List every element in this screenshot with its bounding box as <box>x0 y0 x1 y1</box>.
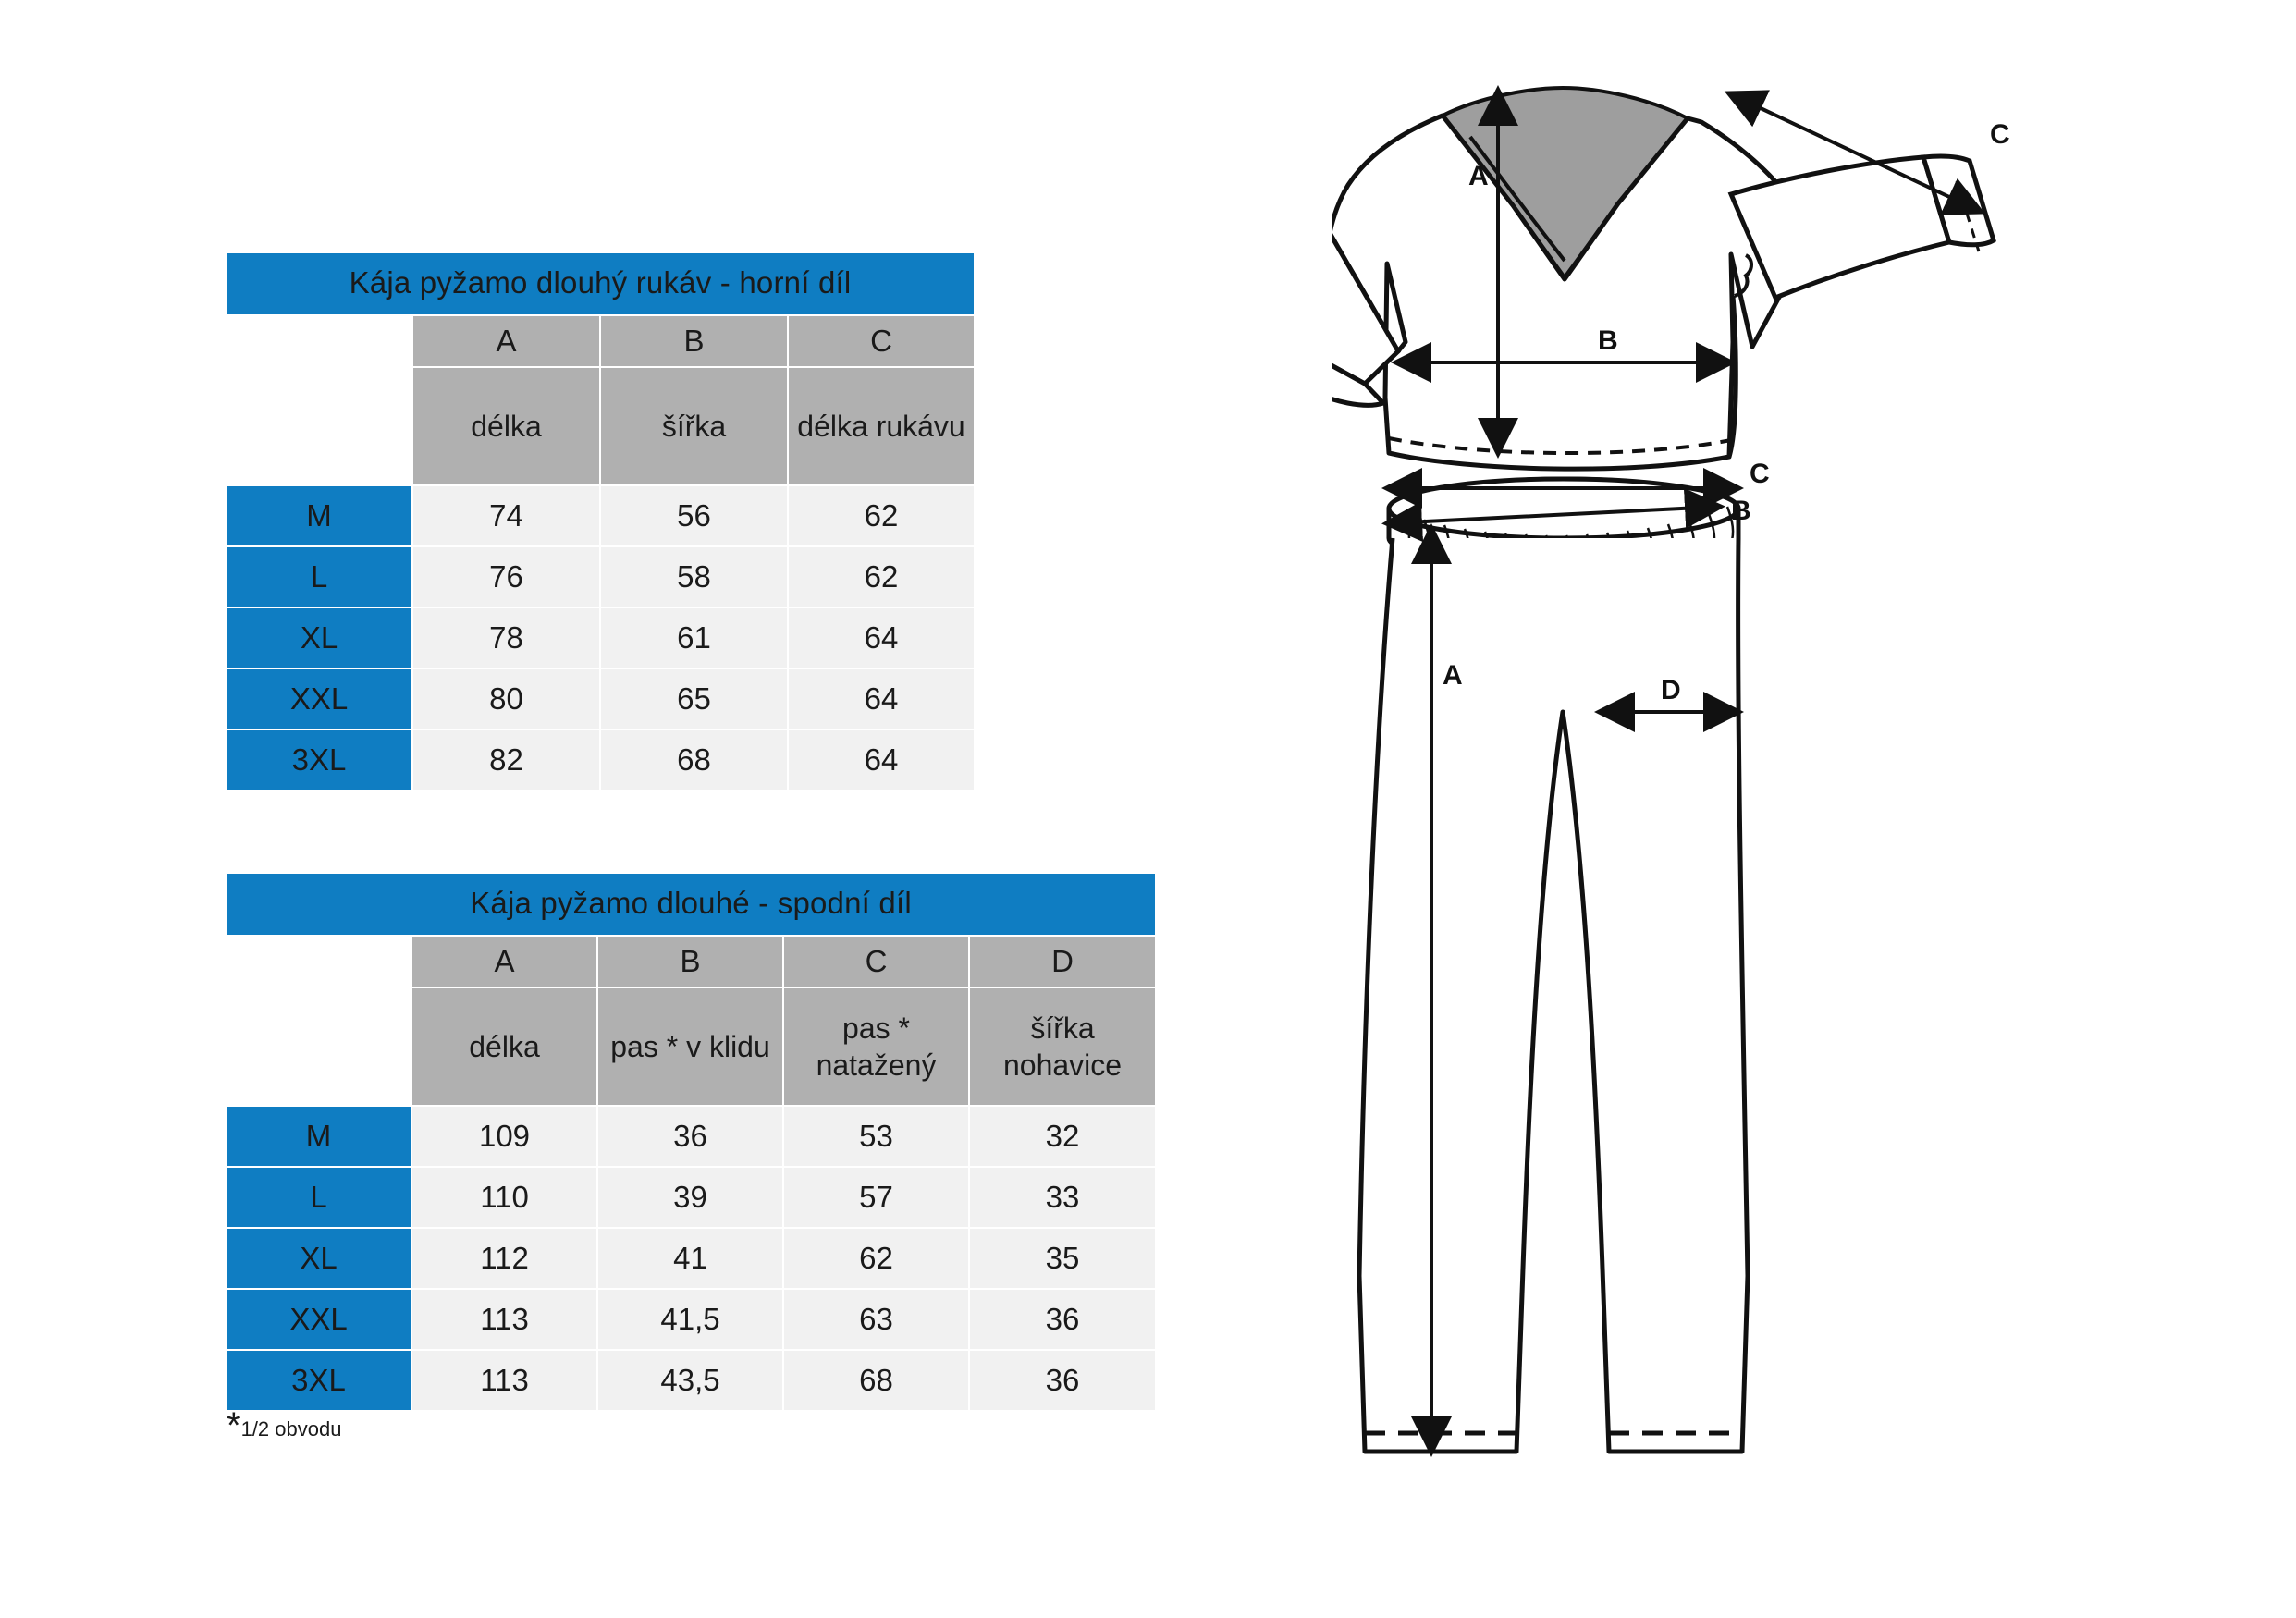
row-size-label: XXL <box>226 1289 411 1350</box>
table-row <box>226 485 975 546</box>
cell-value-d: 33 <box>969 1167 1156 1228</box>
cell-value-a: 76 <box>412 546 600 607</box>
label-top-c: C <box>1990 119 2010 150</box>
footnote-star: * <box>227 1405 241 1446</box>
table-title-row <box>226 252 975 315</box>
table-header-letters <box>226 315 975 367</box>
header-desc-a: délka <box>411 987 597 1106</box>
row-size-label: L <box>226 1167 411 1228</box>
row-size-label: XL <box>226 1228 411 1289</box>
cell-value-d: 36 <box>969 1289 1156 1350</box>
cell-value-a: 82 <box>412 729 600 791</box>
label-bottom-d: D <box>1661 675 1681 705</box>
cell-value-b: 36 <box>597 1106 783 1167</box>
table-row <box>226 1350 1156 1411</box>
label-top-a: A <box>1468 161 1489 191</box>
table-row <box>226 1228 1156 1289</box>
cell-value-b: 61 <box>600 607 788 668</box>
label-bottom-b: B <box>1731 496 1751 526</box>
cell-value-d: 35 <box>969 1228 1156 1289</box>
cell-value-b: 65 <box>600 668 788 729</box>
cell-value-a: 109 <box>411 1106 597 1167</box>
table-header-letters <box>226 936 1156 987</box>
corner-cell-empty <box>226 936 411 987</box>
cell-value-c: 63 <box>783 1289 969 1350</box>
table-row <box>226 1167 1156 1228</box>
row-size-label: 3XL <box>226 729 412 791</box>
table-header-descriptions <box>226 987 1156 1106</box>
table-header-descriptions <box>226 367 975 485</box>
header-letter-b: B <box>600 315 788 367</box>
cell-value-b: 43,5 <box>597 1350 783 1411</box>
header-desc-b: šířka <box>600 367 788 485</box>
cell-value-c: 64 <box>788 607 975 668</box>
header-desc-d: šířka nohavice <box>969 987 1156 1106</box>
table-title-row <box>226 873 1156 936</box>
row-size-label: M <box>226 485 412 546</box>
corner-cell-empty-2 <box>226 367 412 485</box>
header-letter-b: B <box>597 936 783 987</box>
table-row <box>226 1106 1156 1167</box>
header-desc-c: délka rukávu <box>788 367 975 485</box>
cell-value-b: 39 <box>597 1167 783 1228</box>
cell-value-c: 53 <box>783 1106 969 1167</box>
label-bottom-a: A <box>1443 660 1463 691</box>
cell-value-a: 110 <box>411 1167 597 1228</box>
cell-value-b: 56 <box>600 485 788 546</box>
cell-value-c: 62 <box>783 1228 969 1289</box>
cell-value-d: 32 <box>969 1106 1156 1167</box>
cell-value-a: 113 <box>411 1350 597 1411</box>
cell-value-b: 41,5 <box>597 1289 783 1350</box>
size-table-top <box>225 251 976 791</box>
header-desc-b: pas * v klidu <box>597 987 783 1106</box>
cell-value-c: 62 <box>788 546 975 607</box>
header-letter-c: C <box>788 315 975 367</box>
cell-value-b: 68 <box>600 729 788 791</box>
row-size-label: M <box>226 1106 411 1167</box>
pyjama-top-drawing <box>1332 88 1994 469</box>
row-size-label: 3XL <box>226 1350 411 1411</box>
header-letter-d: D <box>969 936 1156 987</box>
table-row <box>226 1289 1156 1350</box>
footnote <box>227 1405 341 1447</box>
cell-value-d: 36 <box>969 1350 1156 1411</box>
cell-value-c: 64 <box>788 729 975 791</box>
cell-value-a: 78 <box>412 607 600 668</box>
pyjama-bottom-drawing <box>1359 479 1748 1452</box>
row-size-label: XXL <box>226 668 412 729</box>
row-size-label: XL <box>226 607 412 668</box>
row-size-label: L <box>226 546 412 607</box>
cell-value-c: 57 <box>783 1167 969 1228</box>
size-table-bottom <box>225 872 1157 1412</box>
cell-value-c: 64 <box>788 668 975 729</box>
cell-value-a: 80 <box>412 668 600 729</box>
footnote-text: 1/2 obvodu <box>240 1417 342 1440</box>
header-desc-a: délka <box>412 367 600 485</box>
cell-value-b: 58 <box>600 546 788 607</box>
table-row <box>226 607 975 668</box>
corner-cell-empty <box>226 315 412 367</box>
header-letter-c: C <box>783 936 969 987</box>
label-top-b: B <box>1598 325 1618 356</box>
cell-value-a: 112 <box>411 1228 597 1289</box>
table-title: Kája pyžamo dlouhý rukáv - horní díl <box>226 252 975 315</box>
table-row <box>226 729 975 791</box>
corner-cell-empty-2 <box>226 987 411 1106</box>
label-bottom-c: C <box>1750 459 1770 489</box>
header-letter-a: A <box>412 315 600 367</box>
garment-illustration <box>1332 65 2256 1563</box>
table-row <box>226 668 975 729</box>
cell-value-a: 113 <box>411 1289 597 1350</box>
cell-value-c: 68 <box>783 1350 969 1411</box>
header-letter-a: A <box>411 936 597 987</box>
table-row <box>226 546 975 607</box>
cell-value-c: 62 <box>788 485 975 546</box>
cell-value-b: 41 <box>597 1228 783 1289</box>
table-title: Kája pyžamo dlouhé - spodní díl <box>226 873 1156 936</box>
cell-value-a: 74 <box>412 485 600 546</box>
header-desc-c: pas * natažený <box>783 987 969 1106</box>
